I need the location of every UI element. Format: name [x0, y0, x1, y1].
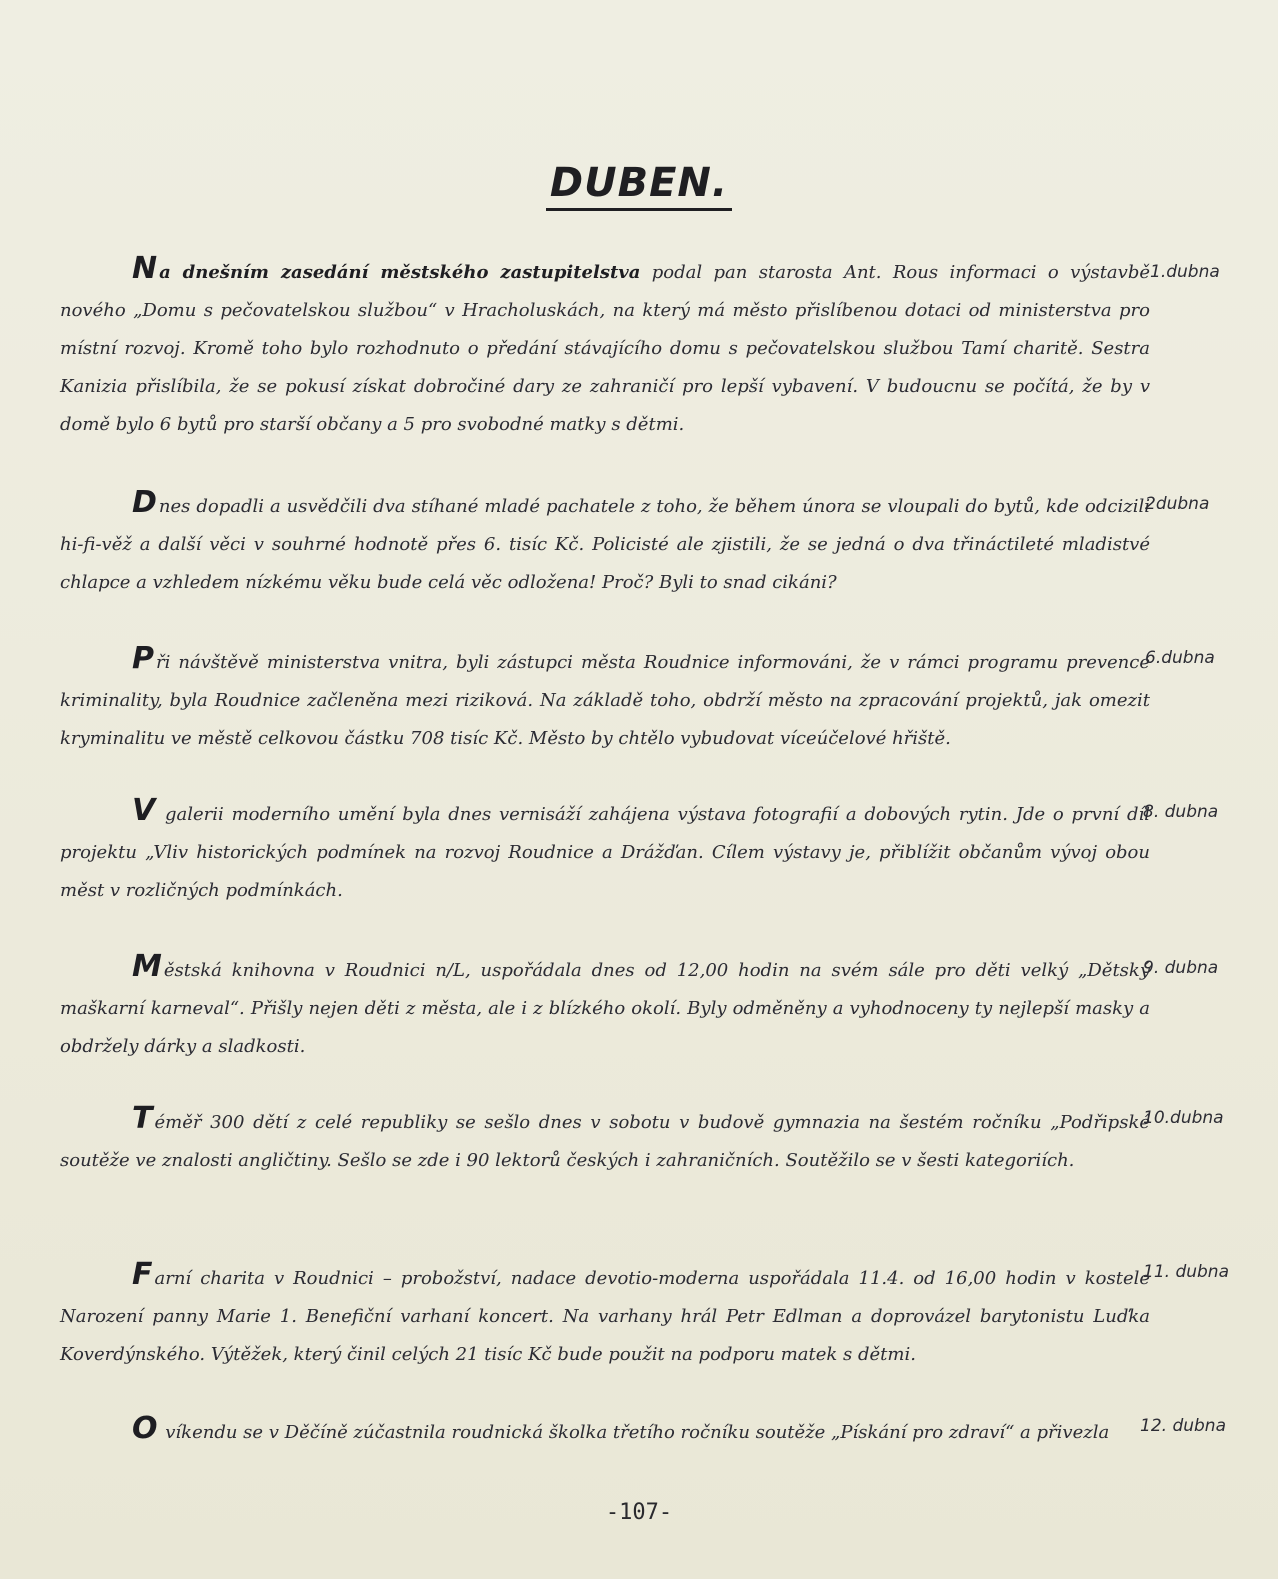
entry-date: 10.dubna [1143, 1108, 1224, 1128]
entry-date: 12. dubna [1140, 1416, 1226, 1436]
entry-body: ěstská knihovna v Roudnici n/L, uspořádala dnes od 12,00 hodin na svém sále pro děti velký „Dětský maškarní karneval“. Přišly nejen děti z města, ale i z blízkého okolí. Byly odměněny a vyhodnoceny ty nejlepší masky a obdržely dárky a sladkosti. [60, 960, 1150, 1057]
entry-4 [60, 792, 1150, 910]
entry-body: ři návštěvě ministerstva vnitra, byli zástupci města Roudnice informováni, že v rámci programu prevence kriminality, byla Roudnice začleněna mezi riziková. Na základě toho, obdrží město na zpracování projektů, jak omezit kryminalitu ve městě celkovou částku 708 tisíc Kč. Město by chtělo vybudovat víceúčelové hřiště. [60, 652, 1150, 749]
entry-body: éměř 300 dětí z celé republiky se sešlo dnes v sobotu v budově gymnazia na šestém ročníku „Podřipské soutěže ve znalosti angličtiny. Sešlo se zde i 90 lektorů českých i zahraničních. Soutěžilo se v šesti kategoriích. [60, 1112, 1150, 1171]
page-title [0, 160, 1278, 206]
entry-initial: F [132, 1257, 153, 1292]
entry-text [60, 484, 1150, 602]
entry-5 [60, 948, 1150, 1066]
entry-date: 6.dubna [1145, 648, 1215, 668]
entry-date: 1.dubna [1150, 262, 1220, 282]
entry-text [60, 1100, 1150, 1180]
entry-3 [60, 640, 1150, 758]
entry-text [60, 948, 1150, 1066]
entry-text [60, 1256, 1150, 1374]
entry-initial: V [132, 793, 156, 828]
entry-initial: T [132, 1101, 153, 1136]
entry-text [60, 792, 1150, 910]
entry-6 [60, 1100, 1150, 1180]
entry-body: víkendu se v Děčíně zúčastnila roudnická školka třetího ročníku soutěže „Pískání pro zdraví“ a přivezla [159, 1422, 1110, 1443]
entry-7 [60, 1256, 1150, 1374]
entry-initial: M [132, 949, 162, 984]
page-title-text: DUBEN. [546, 160, 732, 211]
entry-2 [60, 484, 1150, 602]
entry-date: 9. dubna [1143, 958, 1219, 978]
entry-body: podal pan starosta Ant. Rous informaci o výstavbě nového „Domu s pečovatelskou službou“ v Hracholuskách, na který má město přislíbenou dotaci od ministerstva pro místní rozvoj. Kromě toho bylo rozhodnuto o předání stávajícího domu s pečovatelskou službou Tamí charitě. Sestra Kanizia přislíbila, že se pokusí získat dobročiné dary ze zahraničí pro lepší vybavení. V budoucnu se počítá, že by v domě bylo 6 bytů pro starší občany a 5 pro svobodné matky s dětmi. [60, 262, 1151, 435]
entry-text [60, 640, 1150, 758]
page-number: -107- [605, 1500, 673, 1525]
entry-1 [60, 250, 1150, 444]
entry-initial: O [132, 1411, 158, 1446]
entry-date: 11. dubna [1143, 1262, 1229, 1282]
entry-body: galerii moderního umění byla dnes vernisáží zahájena výstava fotografií a dobových rytin. Jde o první díl projektu „Vliv historických podmínek na rozvoj Roudnice a Drážďan. Cílem výstavy je, přiblížit občanům vývoj obou měst v rozličných podmínkách. [60, 804, 1150, 901]
entry-date: 2dubna [1145, 494, 1210, 514]
entry-initial: D [132, 485, 157, 520]
entry-text [60, 1410, 1150, 1452]
entry-date: 8. dubna [1143, 802, 1219, 822]
entry-body: nes dopadli a usvědčili dva stíhané mladé pachatele z toho, že během února se vloupali do bytů, kde odcizili hi-fi-věž a další věci v souhrné hodnotě přes 6. tisíc Kč. Policisté ale zjistili, že se jedná o dva třináctileté mladistvé chlapce a vzhledem nízkému věku bude celá věc odložena! Proč? Byli to snad cikáni? [60, 496, 1150, 593]
entry-initial: N [132, 251, 158, 286]
entry-initial: P [132, 641, 154, 676]
entry-body: arní charita v Roudnici – probožství, nadace devotio-moderna uspořádala 11.4. od 16,00 hodin v kostele Narození panny Marie 1. Benefiční varhaní koncert. Na varhany hrál Petr Edlman a doprovázel barytonistu Luďka Koverdýnského. Výtěžek, který činil celých 21 tisíc Kč bude použit na podporu matek s dětmi. [60, 1268, 1150, 1365]
entry-text [60, 250, 1150, 444]
entry-8 [60, 1410, 1150, 1452]
entry-bold-lead: a dnešním zasedání městského zastupitelstva [159, 262, 641, 283]
